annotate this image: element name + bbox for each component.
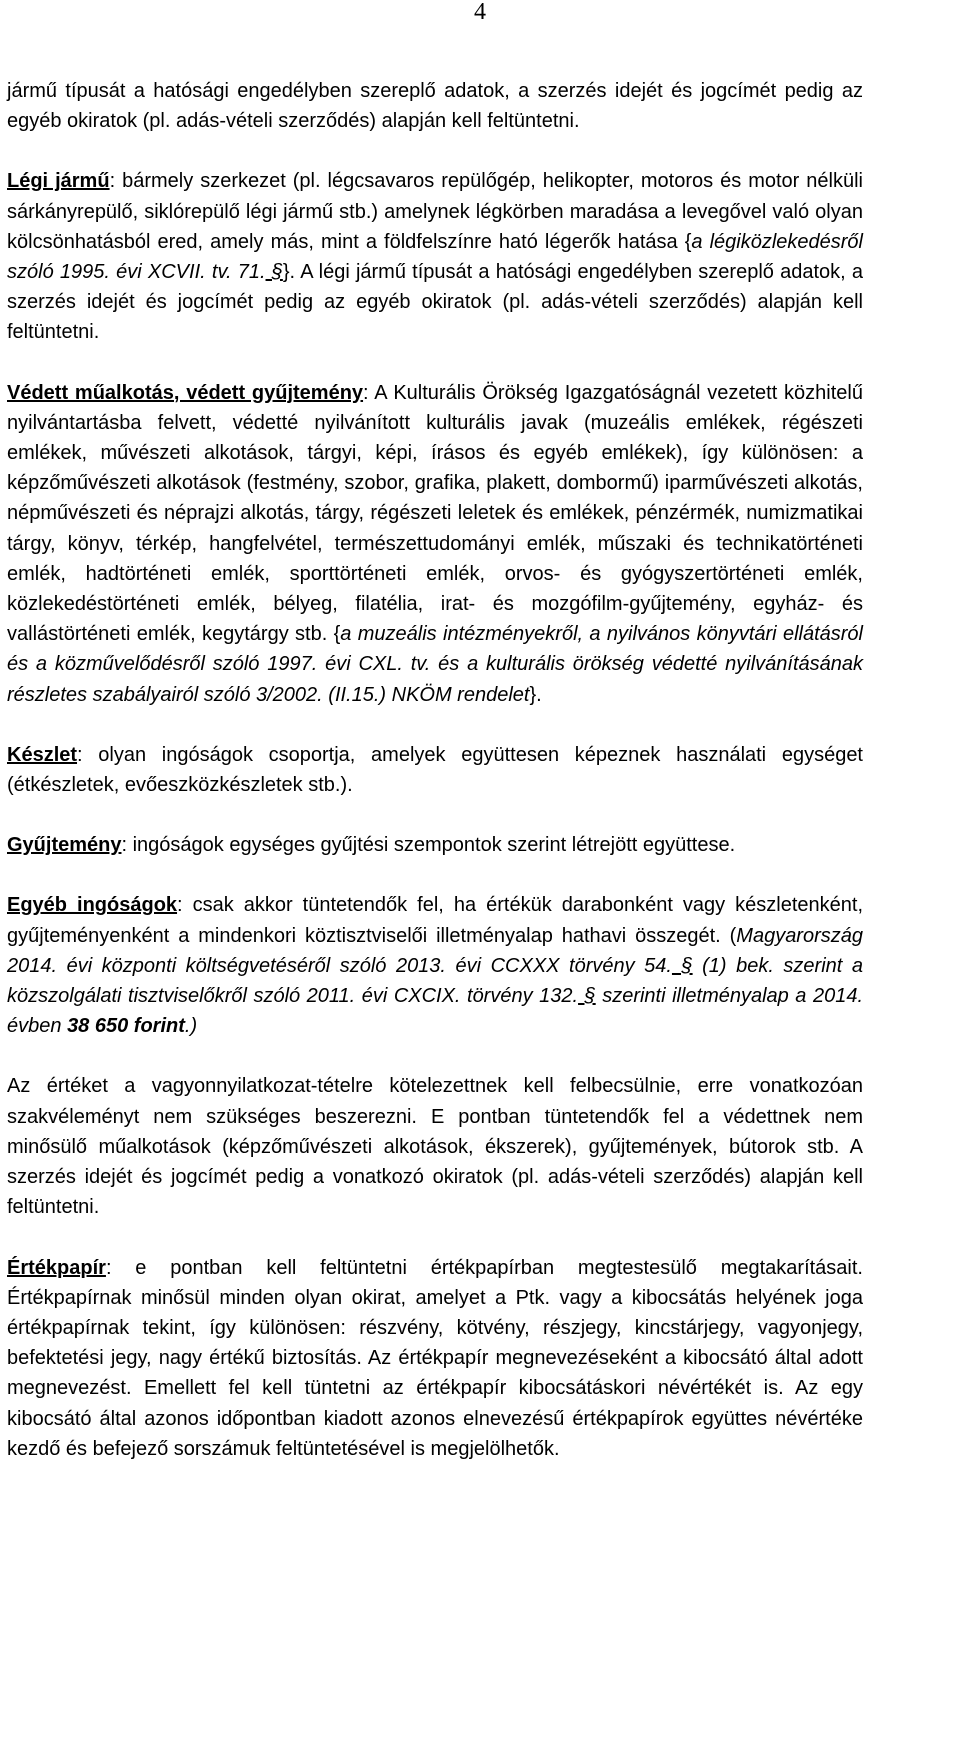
definition-text: : ingóságok egységes gyűjtési szempontok szerint létrejött együttese. <box>121 834 736 857</box>
term-collection: Gyűjtemény <box>7 834 122 857</box>
document-body <box>7 76 863 1464</box>
term-colon: : <box>109 170 116 193</box>
term-other-movables: Egyéb ingóságok <box>7 894 178 917</box>
definition-text: : e pontban kell feltüntetni értékpapírban megtestesülő megtakarításait. Értékpapírnak minősül minden olyan okirat, amelyet a Ptk. vagy a kibocsátás helyének joga értékpapírnak tekint, így különösen: részvény, kötvény, részjegy, kincstárjegy, vagyonjegy, befektetési jegy, nagy értékű biztosítás. Az értékpapír megnevezéseként a kibocsátó által adott megnevezést. Emellett fel kell tüntetni az értékpapír kibocsátáskori névértékét is. Az egy kibocsátó által azonos időpontban kiadott azonos elnevezésű értékpapírok együttes névértéke kezdő és befejező sorszámuk feltüntetésével is megjelölhetők. <box>7 1256 863 1460</box>
legal-reference-budget: Magyarország 2014. évi központi költségvetéséről szóló 2013. évi CCXXX törvény 54. <box>7 924 863 977</box>
paragraph-collection <box>7 830 863 860</box>
term-securities: Értékpapír <box>7 1256 106 1279</box>
term-aircraft: Légi jármű <box>7 170 110 193</box>
term-protected-artwork: Védett műalkotás, védett gyűjtemény <box>7 381 364 404</box>
paragraph-protected-artwork <box>7 378 863 710</box>
section-sign: § <box>671 954 693 977</box>
paragraph-aircraft-continuation <box>7 76 863 136</box>
definition-text: bármely szerkezet (pl. légcsavaros repülőgép, helikopter, motoros és motor nélküli sárkányrepülő, siklórepülő légi jármű stb.) amelynek légkörben maradása a levegővel való olyan kölcsönhatásból ered, amely más, mint a földfelszínre ható légerők hatása { <box>7 170 864 253</box>
paragraph-aircraft <box>7 166 863 347</box>
legal-reference-salary-base: szerinti illetményalap a 2014. évben <box>7 985 863 1038</box>
page-number: 4 <box>474 0 486 25</box>
definition-text: : A Kulturális Örökség Igazgatóságnál vezetett közhitelű nyilvántartásba felvett, védetté nyilvánított kulturális javak (muzeális emlékek, régészeti emlékek, művészeti alkotások, tárgyi, képi, írásos és egyéb emlékek), így különösen: a képzőművészeti alkotások (festmény, szobor, grafika, plakett, dombormű) iparművészeti alkotás, népművészeti és néprajzi alkotás, tárgy, régészeti leletek és emlékek, pénzérmék, numizmatikai tárgy, könyv, térkép, hangfelvétel, természettudományi emlék, műszaki és technikatörténeti emlék, hadtörténeti emlék, sporttörténeti emlék, orvos- és gyógyszertörténeti emlék, közlekedéstörténeti emlék, bélyeg, filatélia, irat- és mozgófilm-gyűjtemény, egyház- és vallástörténeti emlék, kegytárgy stb. { <box>7 381 863 646</box>
paragraph-other-movables <box>7 890 863 1041</box>
paragraph-set <box>7 740 863 800</box>
paragraph-securities <box>7 1253 863 1464</box>
definition-text-continued: }. A légi jármű típusát a hatósági engedélyben szereplő adatok, a szerzés idejét és jogcímét pedig az egyéb okiratok (pl. adás-vételi szerződés) alapján kell feltüntetni. <box>7 261 864 344</box>
term-set: Készlet <box>7 743 78 766</box>
paragraph-text: jármű típusát a hatósági engedélyben szereplő adatok, a szerzés idejét és jogcímét pedig az egyéb okiratok (pl. adás-vételi szerződés) alapján kell feltüntetni. <box>7 80 863 133</box>
closing-paren: .) <box>184 1015 198 1038</box>
legal-reference: a légiközlekedésről szóló 1995. évi XCVII. tv. 71. <box>7 230 863 284</box>
salary-base-amount: 38 650 forint <box>67 1015 185 1038</box>
legal-reference: a muzeális intézményekről, a nyilvános könyvtári ellátásról és a közművelődésről szóló 1997. évi CXL. tv. és a kulturális örökség védetté nyilvánításának részletes szabályairól szóló 3/2002. (II.15.) NKÖM rendelet <box>7 623 864 706</box>
section-sign: § <box>578 985 596 1008</box>
definition-text: : olyan ingóságok csoportja, amelyek együttesen képeznek használati egységet (étkészletek, evőeszközkészletek stb.). <box>7 743 863 797</box>
closing-brace: }. <box>529 683 542 706</box>
legal-reference-officials: (1) bek. szerint a közszolgálati tisztviselőkről szóló 2011. évi CXCIX. törvény 132. <box>7 954 863 1008</box>
paragraph-text: Az értéket a vagyonnyilatkozat-tételre kötelezettnek kell felbecsülnie, erre vonatkozóan szakvéleményt nem szükséges beszerezni. E pontban tüntetendők fel a védettnek nem minősülő műalkotások (képzőművészeti alkotások, ékszerek), gyűjtemények, bútorok stb. A szerzés idejét és jogcímét pedig a vonatkozó okiratok (pl. adás-vételi szerződés) alapján kell feltüntetni. <box>7 1075 863 1219</box>
paragraph-valuation <box>7 1071 863 1222</box>
definition-text: : csak akkor tüntetendők fel, ha értékük darabonként vagy készletenként, gyűjteményenként a mindenkori köztisztviselői illetményalap hathavi összegét. ( <box>7 894 864 947</box>
section-sign: § <box>265 261 283 284</box>
